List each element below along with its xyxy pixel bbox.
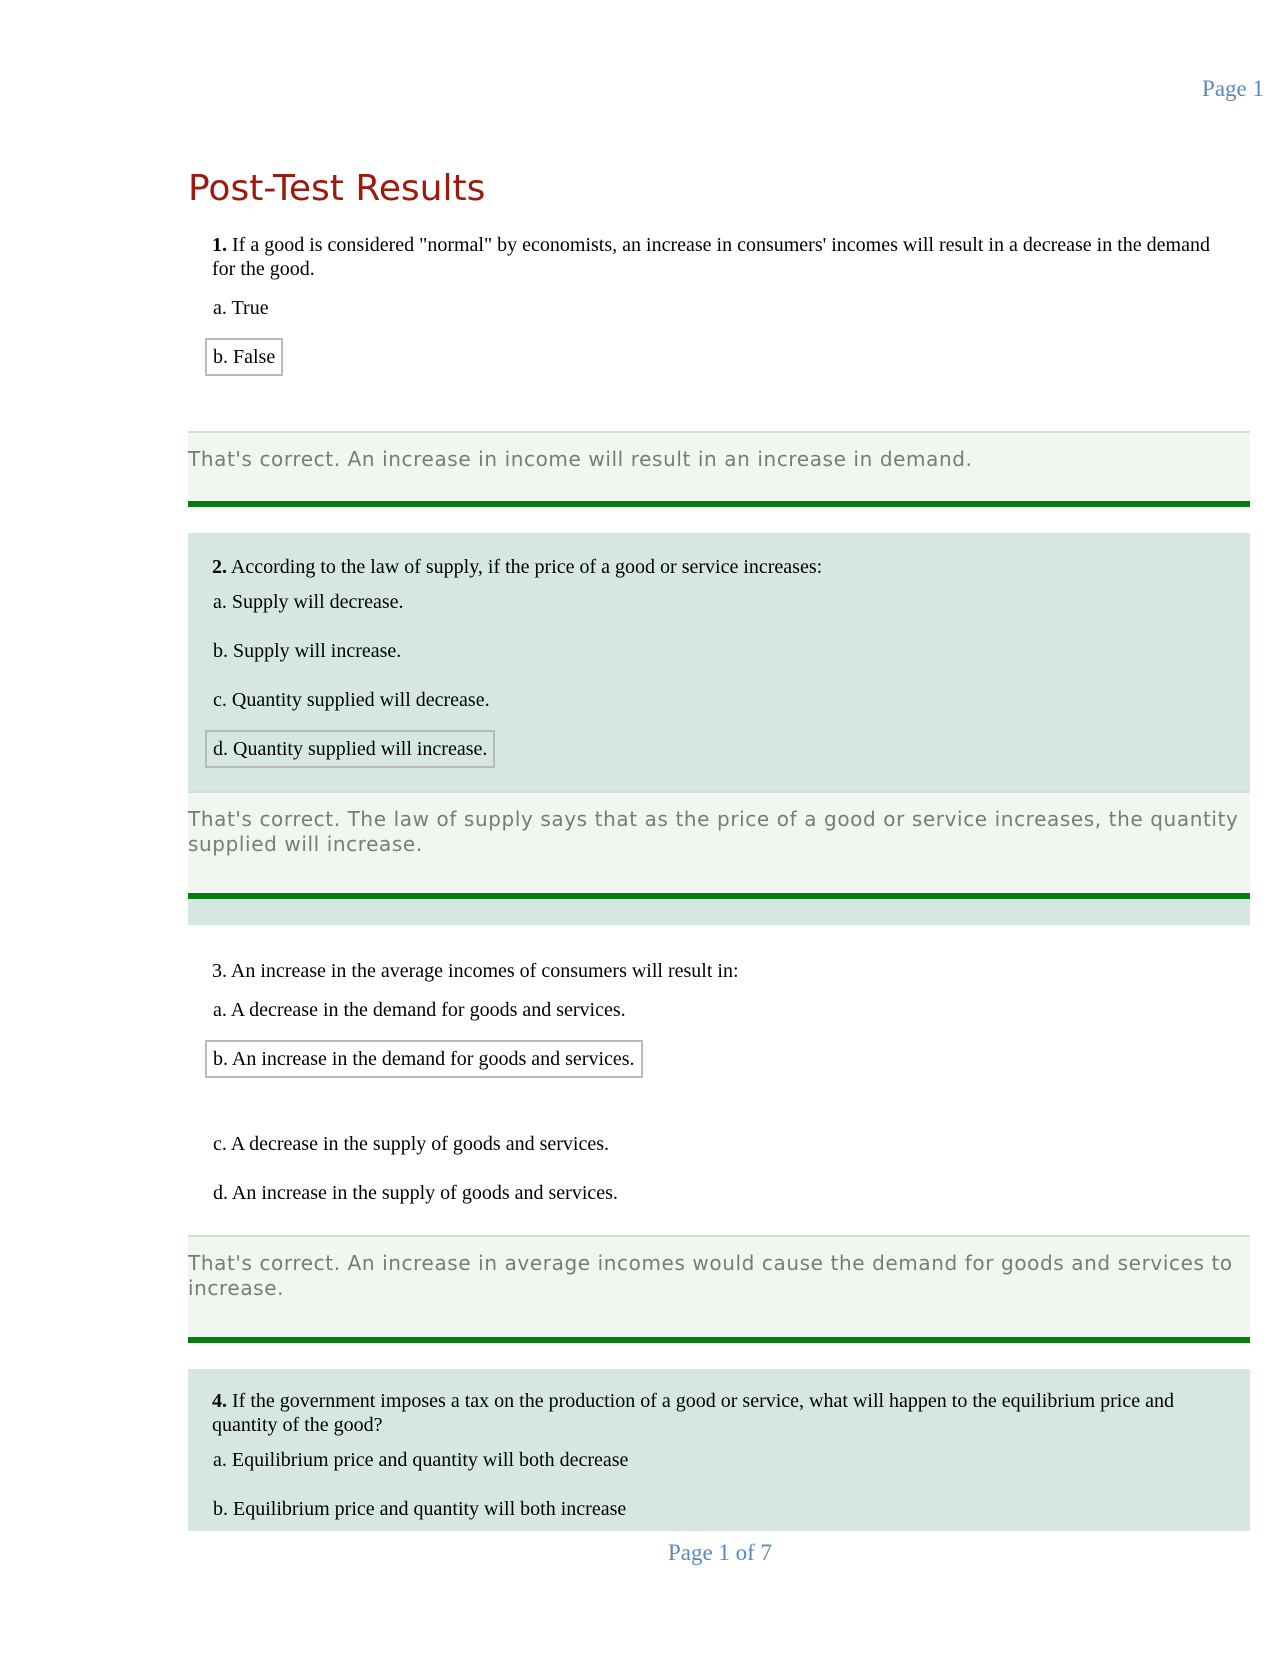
option-a[interactable]: a. A decrease in the demand for goods and services.	[213, 999, 626, 1021]
page-footer-label: Page 1 of 7	[667, 1540, 773, 1565]
question-number: 1.	[212, 234, 227, 256]
option-row	[188, 289, 1250, 338]
option-c[interactable]: c. A decrease in the supply of goods and services.	[213, 1133, 610, 1155]
feedback-correct: That's correct. The law of supply says that as the price of a good or service increases, the quantity supplied will increase.	[188, 791, 1250, 899]
question-prompt: If a good is considered "normal" by economists, an increase in consumers' incomes will result in a decrease in the demand for the good.	[212, 234, 1210, 280]
option-row	[188, 991, 1250, 1040]
question-number: 3.	[212, 960, 227, 982]
option-row	[188, 1125, 1250, 1174]
question-number: 4.	[212, 1390, 227, 1412]
question-1	[188, 215, 1250, 507]
question-prompt: According to the law of supply, if the price of a good or service increases:	[230, 556, 823, 578]
option-a[interactable]: a. True	[213, 297, 269, 319]
option-row	[188, 583, 1250, 632]
feedback-correct: That's correct. An increase in average incomes would cause the demand for goods and services to increase.	[188, 1235, 1250, 1343]
option-row	[188, 1490, 1250, 1539]
question-2	[188, 533, 1250, 925]
feedback-correct: That's correct. An increase in income will result in an increase in demand.	[188, 431, 1250, 507]
option-row	[188, 1441, 1250, 1490]
page-title: Post-Test Results	[188, 168, 486, 209]
option-b-selected[interactable]: b. False	[205, 338, 283, 376]
question-text	[188, 233, 1250, 281]
option-a[interactable]: a. Supply will decrease.	[213, 591, 404, 613]
question-prompt: If the government imposes a tax on the production of a good or service, what will happen to the equilibrium price and quantity of the good?	[212, 1390, 1174, 1436]
option-a[interactable]: a. Equilibrium price and quantity will both decrease	[213, 1449, 629, 1471]
option-d-selected[interactable]: d. Quantity supplied will increase.	[205, 730, 495, 768]
question-text	[188, 555, 1250, 579]
option-row	[188, 632, 1250, 681]
results-content	[188, 155, 1250, 1531]
question-text	[188, 959, 1250, 983]
option-row	[188, 1040, 1250, 1089]
option-c[interactable]: c. Quantity supplied will decrease.	[213, 689, 490, 711]
option-b[interactable]: b. Supply will increase.	[213, 640, 402, 662]
option-row	[188, 730, 1250, 779]
question-prompt: An increase in the average incomes of consumers will result in:	[230, 960, 739, 982]
question-4	[188, 1369, 1250, 1531]
page-header-label: Page 1	[1202, 76, 1264, 101]
question-number: 2.	[212, 556, 227, 578]
option-d[interactable]: d. An increase in the supply of goods and services.	[213, 1182, 618, 1204]
question-3	[188, 925, 1250, 1343]
option-row	[188, 338, 1250, 387]
option-b[interactable]: b. Equilibrium price and quantity will both increase	[213, 1498, 627, 1520]
option-row	[188, 1174, 1250, 1223]
option-b-selected[interactable]: b. An increase in the demand for goods and services.	[205, 1040, 643, 1078]
question-text	[188, 1389, 1250, 1437]
option-row	[188, 681, 1250, 730]
